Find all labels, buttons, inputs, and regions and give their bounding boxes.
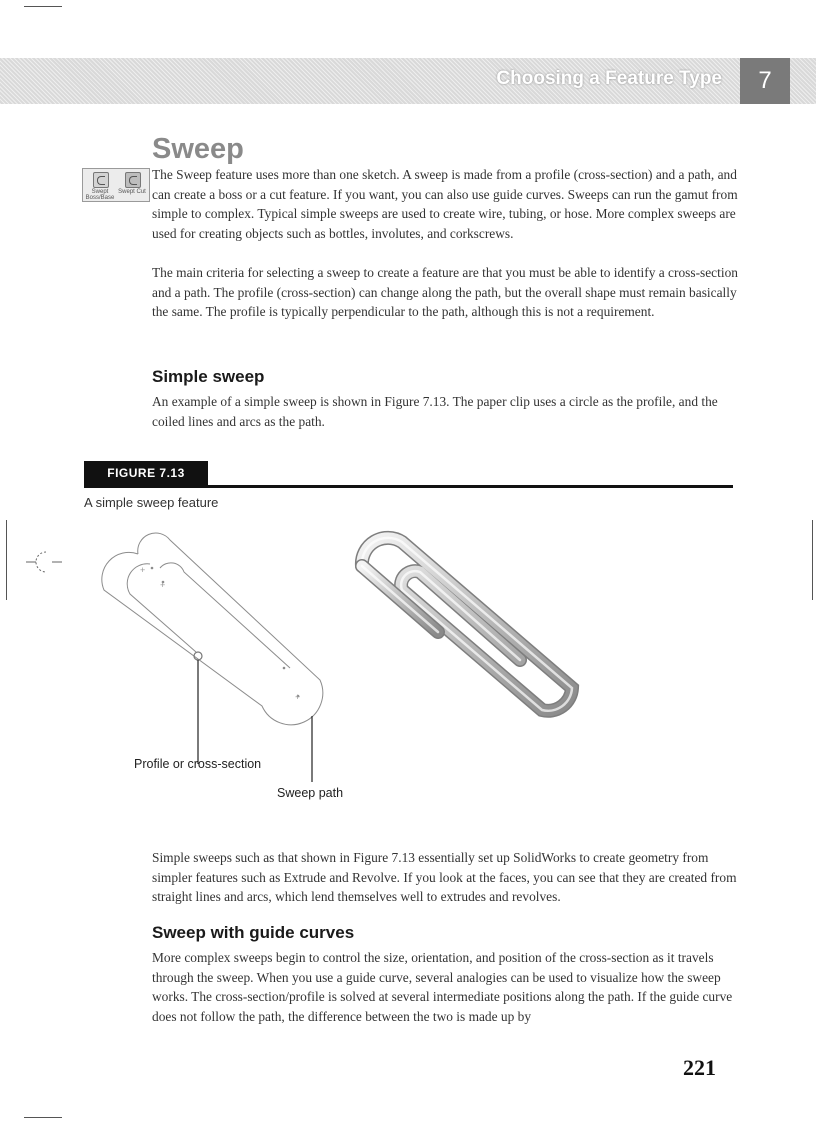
crop-mark-left-edge [6, 520, 7, 600]
crop-mark-bottom-left [24, 1117, 62, 1118]
svg-text:+: + [140, 565, 146, 575]
svg-text:+: + [160, 580, 166, 590]
swept-cut-icon: Swept Cut [117, 171, 147, 199]
figure-label: FIGURE 7.13 [84, 461, 208, 485]
criteria-paragraph: The main criteria for selecting a sweep to create a feature are that you must be able to identify a cross-section and a path. The profile (cross-section) can change along the path, but the overall shape must remain basically the same. The profile is typically perpendicular to the path, although this is not a requirement. [152, 265, 738, 319]
sweep-toolbar-icons [82, 168, 150, 202]
guide-curves-paragraph: More complex sweeps begin to control the size, orientation, and position of the cross-section as it travels through the sweep. When you use a guide curve, several analogies can be used to visualize how the sweep works. The cross-section/profile is solved at several intermediate positions along the path. If the guide curve does not follow the path, the difference between the two is made up by [152, 950, 733, 1024]
paper-clip-figure [90, 520, 610, 820]
simple-sweep-heading: Simple sweep [152, 367, 265, 386]
crop-mark-top-left [24, 6, 62, 7]
svg-text:+: + [295, 692, 301, 702]
figure-rule [84, 485, 733, 488]
page-number: 221 [683, 1055, 716, 1080]
intro-paragraph: The Sweep feature uses more than one sketch. A sweep is made from a profile (cross-section) and a path, and can create a boss or a cut feature. If you want, you can also use guide curves. Sweeps can run the gamut from simple to complex. Typical simple sweeps are used to create wire, tubing, or hose. More complex sweeps are used for creating objects such as bottles, involutes, and corkscrews. [152, 167, 738, 241]
shaded-paper-clip [362, 538, 572, 711]
chapter-number-tab: 7 [740, 58, 790, 104]
sweep-path-sketch [102, 533, 323, 725]
registration-mark [24, 548, 64, 574]
figure-caption: A simple sweep feature [84, 495, 219, 510]
crop-mark-right-edge [812, 520, 813, 600]
path-callout-label: Sweep path [277, 786, 344, 800]
running-header-title: Choosing a Feature Type [496, 68, 722, 89]
after-figure-paragraph: Simple sweeps such as that shown in Figure 7.13 essentially set up SolidWorks to create geometry from simpler features such as Extrude and Revolve. If you look at the faces, you can see that they are created from straight lines and arcs, which lend themselves well to extrudes and revolves. [152, 850, 737, 904]
simple-sweep-paragraph: An example of a simple sweep is shown in Figure 7.13. The paper clip uses a circle as the profile, and the coiled lines and arcs as the path. [152, 394, 718, 429]
profile-callout-label: Profile or cross-section [134, 757, 262, 771]
guide-curves-heading: Sweep with guide curves [152, 923, 355, 942]
sweep-boss-base-icon: Swept Boss/Base [85, 171, 115, 199]
section-title: Sweep [152, 133, 244, 165]
